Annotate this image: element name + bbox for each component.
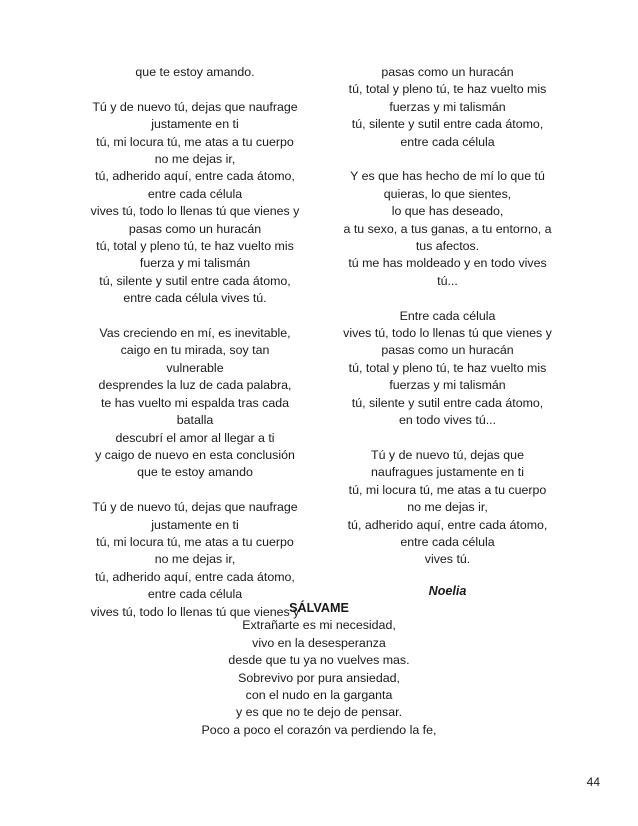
poem-line: vives tú, todo lo llenas tú que vienes y bbox=[343, 326, 552, 341]
poem-line: tú, adherido aquí, entre cada átomo, bbox=[95, 569, 295, 584]
poem-salvame bbox=[0, 600, 638, 739]
poem-line: Vas creciendo en mí, es inevitable, bbox=[99, 326, 291, 341]
poem-line: Tú y de nuevo tú, dejas que naufrage bbox=[92, 500, 298, 515]
poem-line: Extrañarte es mi necesidad, bbox=[242, 618, 396, 633]
poem-line: no me dejas ir, bbox=[154, 152, 236, 167]
poem-line: vives tú, todo lo llenas tú que vienes y bbox=[90, 604, 300, 619]
poem-line: no me dejas ir, bbox=[407, 500, 488, 515]
poem-line: Entre cada célula bbox=[399, 308, 496, 323]
poem-line: justamente en ti bbox=[151, 117, 239, 132]
poem-line: Y es que has hecho de mí lo que tú bbox=[350, 169, 545, 184]
poem-line: quieras, lo que sientes, bbox=[383, 186, 512, 201]
poem-line: vives tú. bbox=[424, 552, 471, 567]
stanza bbox=[330, 308, 565, 430]
poem-line: entre cada célula bbox=[400, 534, 495, 549]
stanza bbox=[330, 64, 565, 151]
poem-line: entre cada célula bbox=[400, 134, 495, 149]
page-number: 44 bbox=[586, 775, 600, 789]
poem-line: descubrí el amor al llegar a ti bbox=[115, 430, 275, 445]
poem-line: fuerza y mi talismán bbox=[139, 256, 251, 271]
poem-body bbox=[0, 617, 638, 739]
poem-line: lo que has deseado, bbox=[391, 204, 504, 219]
poem-line: vives tú, todo lo llenas tú que vienes y bbox=[90, 204, 300, 219]
poem-line: tú, total y pleno tú, te haz vuelto mis bbox=[348, 360, 547, 375]
poem-line: tú, silente y sutil entre cada átomo, bbox=[351, 117, 544, 132]
poem-line: te has vuelto mi espalda tras cada bbox=[100, 395, 290, 410]
poem-line: Poco a poco el corazón va perdiendo la fe, bbox=[201, 722, 437, 737]
poem-line: fuerzas y mi talismán bbox=[389, 99, 506, 114]
poem-line: entre cada célula bbox=[147, 587, 243, 602]
poem-line: con el nudo en la garganta bbox=[245, 688, 393, 703]
stanza bbox=[80, 64, 310, 81]
poem-line: entre cada célula vives tú. bbox=[123, 291, 267, 306]
poem-line: tú, adherido aquí, entre cada átomo, bbox=[95, 169, 295, 184]
poem-line: pasas como un huracán bbox=[128, 221, 262, 236]
stanza bbox=[330, 168, 565, 290]
poem-line: caigo en tu mirada, soy tan bbox=[120, 343, 270, 358]
poem-line: tú, silente y sutil entre cada átomo, bbox=[351, 395, 544, 410]
poem-line: tú, mi locura tú, me atas a tu cuerpo bbox=[348, 482, 547, 497]
poem-line: tú me has moldeado y en todo vives bbox=[348, 256, 547, 271]
poem-line: que te estoy amando bbox=[137, 465, 253, 480]
poem-line: tus afectos. bbox=[415, 239, 480, 254]
poem-line: tú, total y pleno tú, te haz vuelto mis bbox=[96, 239, 294, 254]
poem-line: desde que tu ya no vuelves mas. bbox=[228, 653, 410, 668]
stanza bbox=[80, 99, 310, 308]
poem-line: tú, mi locura tú, me atas a tu cuerpo bbox=[96, 134, 294, 149]
poem-line: no me dejas ir, bbox=[154, 552, 236, 567]
stanza bbox=[80, 325, 310, 482]
poem-line: batalla bbox=[176, 413, 214, 428]
poem-line: Tú y de nuevo tú, dejas que naufrage bbox=[92, 99, 298, 114]
poem-line: tú, adherido aquí, entre cada átomo, bbox=[347, 517, 548, 532]
poem-line: y caigo de nuevo en esta conclusión bbox=[95, 447, 295, 462]
poem-line: desprendes la luz de cada palabra, bbox=[98, 378, 292, 393]
poem-line: vulnerable bbox=[166, 360, 224, 375]
poem-line: tú, total y pleno tú, te haz vuelto mis bbox=[348, 82, 547, 97]
left-column bbox=[80, 64, 310, 621]
poem-line: naufragues justamente en ti bbox=[371, 465, 524, 480]
poem-line: Tú y de nuevo tú, dejas que bbox=[371, 447, 524, 462]
poem-line: fuerzas y mi talismán bbox=[389, 378, 506, 393]
poem-author-signature: Noelia bbox=[428, 584, 467, 598]
poem-line: pasas como un huracán bbox=[381, 65, 514, 79]
poem-line: a tu sexo, a tus ganas, a tu entorno, a bbox=[343, 221, 552, 236]
poem-line: Sobrevivo por pura ansiedad, bbox=[238, 670, 400, 685]
poem-line: tú... bbox=[437, 273, 458, 288]
poem-line: pasas como un huracán bbox=[381, 343, 514, 358]
poem-line: tú, mi locura tú, me atas a tu cuerpo bbox=[96, 534, 294, 549]
poem-line: y es que no te dejo de pensar. bbox=[235, 705, 403, 720]
poem-line: vivo en la desesperanza bbox=[252, 635, 386, 650]
poem-title: SÁLVAME bbox=[289, 601, 349, 615]
poem-line: justamente en ti bbox=[151, 517, 239, 532]
poem-line: tú, silente y sutil entre cada átomo, bbox=[99, 273, 291, 288]
poem-line: en todo vives tú... bbox=[398, 413, 497, 428]
poem-line: entre cada célula bbox=[147, 186, 243, 201]
right-column bbox=[330, 64, 565, 569]
poem-line: que te estoy amando. bbox=[135, 65, 255, 79]
stanza bbox=[330, 447, 565, 569]
